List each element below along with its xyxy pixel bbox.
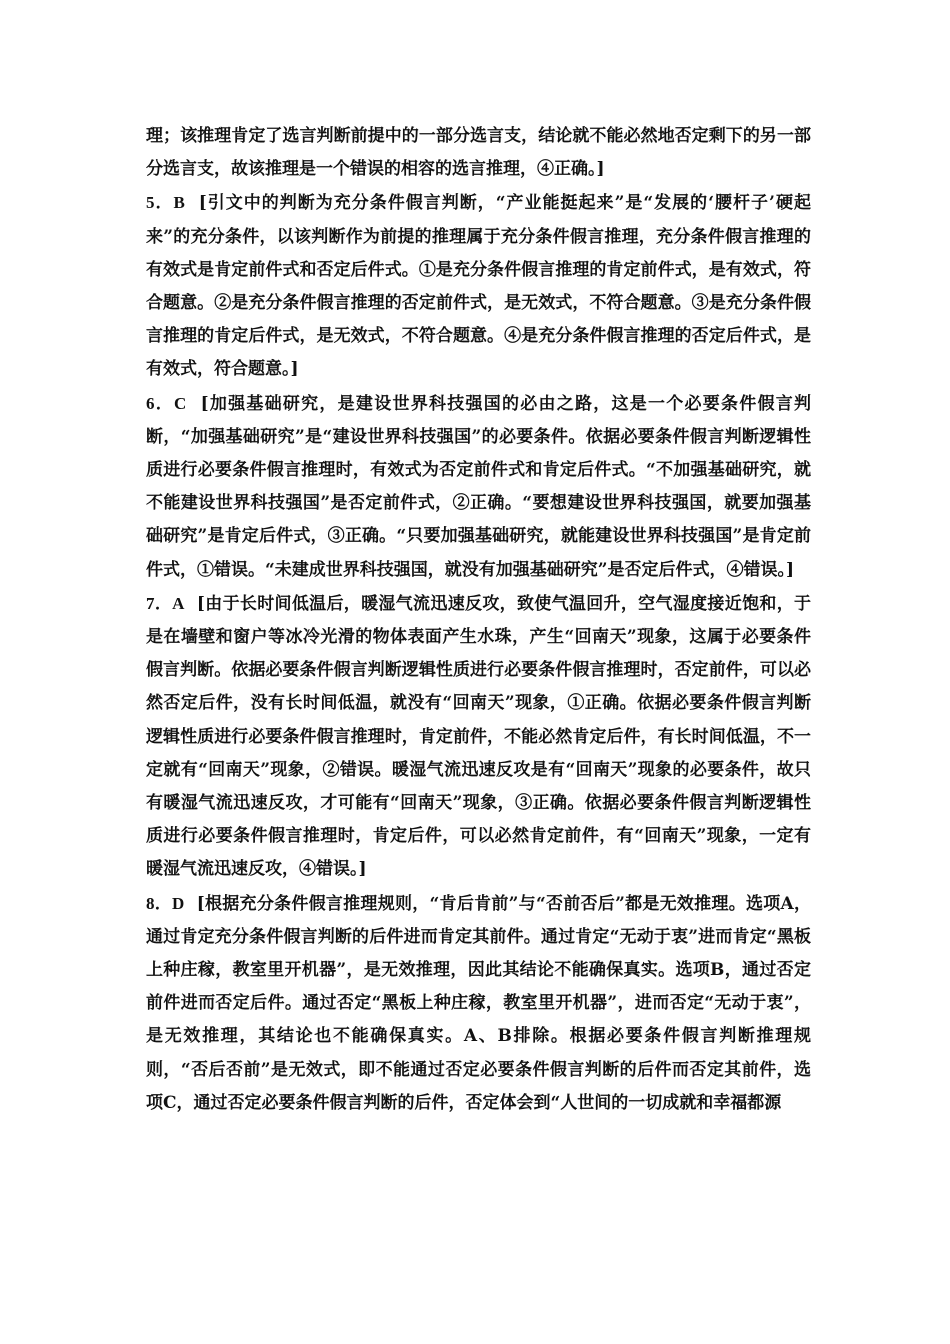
paragraph-continuation <box>146 120 811 186</box>
answer-5 <box>146 186 811 386</box>
question-number: 8．D <box>146 893 185 913</box>
answer-explanations <box>146 120 811 1120</box>
paragraph-text: 理；该推理肯定了选言判断前提中的一部分选言支，结论就不能必然地否定剩下的另一部分选言支，故该推理是一个错误的相容的选言推理，④正确。] <box>146 126 811 180</box>
question-number: 7．A <box>146 593 185 613</box>
question-number: 6．C <box>146 393 187 413</box>
paragraph-text: [加强基础研究，是建设世界科技强国的必由之路，这是一个必要条件假言判断，“加强基础研究”是“建设世界科技强国”的必要条件。依据必要条件假言判断逻辑性质进行必要条件假言推理时，有效式为否定前件式和肯定后件式。“不加强基础研究，就不能建设世界科技强国”是否定前件式，②正确。“要想建设世界科技强国，就要加强基础研究”是肯定后件式，③正确。“只要加强基础研究，就能建设世界科技强国”是肯定前件式，①错误。“未建成世界科技强国，就没有加强基础研究”是否定后件式，④错误。] <box>146 393 811 580</box>
answer-7 <box>146 587 811 887</box>
paragraph-text: [由于长时间低温后，暖湿气流迅速反攻，致使气温回升，空气湿度接近饱和，于是在墙壁和窗户等冰冷光滑的物体表面产生水珠，产生“回南天”现象，这属于必要条件假言判断。依据必要条件假言判断逻辑性质进行必要条件假言推理时，否定前件，可以必然否定后件，没有长时间低温，就没有“回南天”现象，①正确。依据必要条件假言判断逻辑性质进行必要条件假言推理时，肯定前件，不能必然肯定后件，有长时间低温，不一定就有“回南天”现象，②错误。暖湿气流迅速反攻是有“回南天”现象的必要条件，故只有暖湿气流迅速反攻，才可能有“回南天”现象，③正确。依据必要条件假言判断逻辑性质进行必要条件假言推理时，肯定后件，可以必然肯定前件，有“回南天”现象，一定有暖湿气流迅速反攻，④错误。] <box>146 593 812 880</box>
paragraph-text: [引文中的判断为充分条件假言判断，“产业能挺起来”是“发展的‘腰杆子’硬起来”的充分条件，以该判断作为前提的推理属于充分条件假言推理，充分条件假言推理的有效式是肯定前件式和否定后件式。①是充分条件假言推理的肯定前件式，是有效式，符合题意。②是充分条件假言推理的否定前件式，是无效式，不符合题意。③是充分条件假言推理的肯定后件式，是无效式，不符合题意。④是充分条件假言推理的否定后件式，是有效式，符合题意。] <box>146 193 811 380</box>
paragraph-text: [根据充分条件假言推理规则，“肯后肯前”与“否前否后”都是无效推理。选项A，通过肯定充分条件假言判断的后件进而肯定其前件。通过肯定“无动于衷”进而肯定“黑板上种庄稼，教室里开机器”，是无效推理，因此其结论不能确保真实。选项B，通过否定前件进而否定后件。通过否定“黑板上种庄稼，教室里开机器”，进而否定“无动于衷”，是无效推理，其结论也不能确保真实。A、B排除。根据必要条件假言判断推理规则，“否后否前”是无效式，即不能通过否定必要条件假言判断的后件而否定其前件，选项C，通过否定必要条件假言判断的后件，否定体会到“人世间的一切成就和幸福都源 <box>146 893 811 1113</box>
answer-6 <box>146 387 811 587</box>
answer-8 <box>146 887 811 1120</box>
question-number: 5．B <box>146 193 185 213</box>
